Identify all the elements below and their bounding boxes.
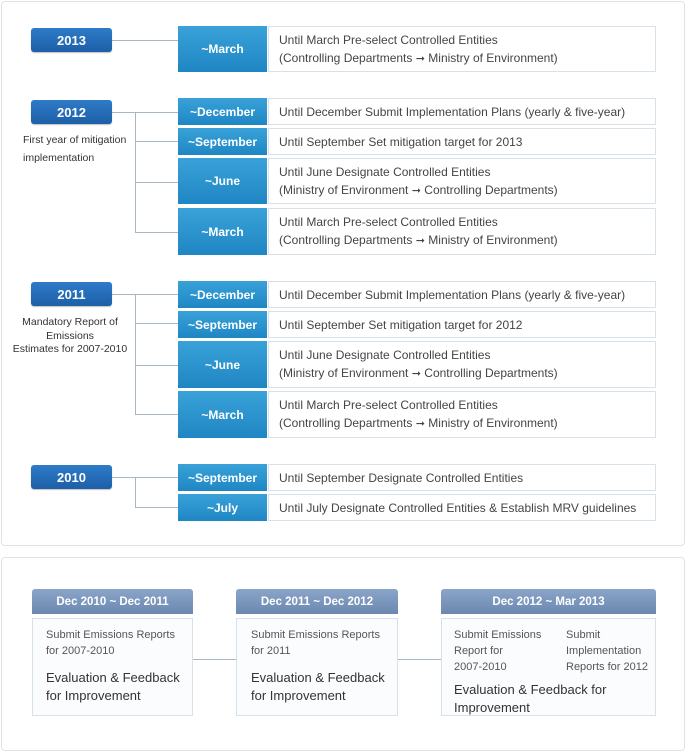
period-2-evaluation: Evaluation & Feedback for Improvement [251,670,385,703]
year-2011: 2011 [31,282,112,306]
arrow-icon: ➞ [415,52,425,65]
desc-december-2012: Until December Submit Implementation Plans (yearly & five-year) [268,98,656,125]
month-september-2011: ~September [178,311,267,338]
desc-september-2012: Until September Set mitigation target for 2013 [268,128,656,155]
connector [398,659,441,660]
connector [112,112,178,113]
period-tab-1: Dec 2010 ~ Dec 2011 [32,589,193,614]
month-march-2011: ~March [178,391,267,438]
period-3-evaluation: Evaluation & Feedback for Improvement [454,682,607,715]
period-tab-3: Dec 2012 ~ Mar 2013 [441,589,656,614]
desc-september-2010: Until September Designate Controlled Entities [268,464,656,491]
period-1-task: Submit Emissions Reports for 2007-2010 [46,629,175,657]
year-2012: 2012 [31,100,112,124]
month-march-2012: ~March [178,208,267,255]
connector [193,659,236,660]
year-2013: 2013 [31,28,112,52]
desc-march-2013: Until March Pre-select Controlled Entities (Controlling Departments ➞ Ministry of Environment) [268,26,656,72]
month-june-2011: ~June [178,341,267,388]
month-december-2012: ~December [178,98,267,125]
month-march-2013: ~March [178,26,267,72]
period-2-task: Submit Emissions Reports for 2011 [251,629,380,657]
connector [135,323,178,324]
month-july-2010: ~July [178,494,267,521]
year-note-2011: Mandatory Report of Emissions Estimates for 2007-2010 [12,316,128,355]
period-box-2 [236,618,398,716]
month-december-2011: ~December [178,281,267,308]
connector [135,365,178,366]
desc-july-2010: Until July Designate Controlled Entities & Establish MRV guidelines [268,494,656,521]
desc-september-2011: Until September Set mitigation target for 2012 [268,311,656,338]
period-3-task-a: Submit Emissions Report for 2007-2010 [454,629,542,673]
desc-march-2011: Until March Pre-select Controlled Entities (Controlling Departments ➞ Ministry of Environment) [268,391,656,438]
year-2010: 2010 [31,465,112,489]
year-note-2012: First year of mitigation implementation [23,134,127,164]
period-3-task-b: Submit Implementation Reports for 2012 [566,629,648,673]
arrow-icon: ➞ [411,184,421,197]
arrow-icon: ➞ [411,368,421,380]
connector [112,294,178,295]
period-tab-2: Dec 2011 ~ Dec 2012 [236,589,398,614]
desc-march-2012: Until March Pre-select Controlled Entities (Controlling Departments ➞ Ministry of Environment) [268,208,656,255]
month-september-2010: ~September [178,464,267,491]
connector [135,182,178,183]
desc-december-2011: Until December Submit Implementation Plans (yearly & five-year) [268,281,656,308]
desc-june-2011: Until June Designate Controlled Entities (Ministry of Environment ➞ Controlling Departments) [268,341,656,388]
connector [135,294,136,415]
connector [135,507,178,508]
period-box-3 [441,618,656,716]
connector [135,112,136,233]
month-september-2012: ~September [178,128,267,155]
month-june-2012: ~June [178,158,267,204]
connector [112,40,178,41]
arrow-icon: ➞ [415,235,425,247]
connector [135,414,178,415]
desc-june-2012: Until June Designate Controlled Entities (Ministry of Environment ➞ Controlling Departments) [268,158,656,204]
period-1-evaluation: Evaluation & Feedback for Improvement [46,670,180,703]
connector [135,477,136,507]
connector [135,141,178,142]
arrow-icon: ➞ [415,418,425,430]
period-box-1 [32,618,193,716]
connector [135,232,178,233]
connector [112,477,178,478]
